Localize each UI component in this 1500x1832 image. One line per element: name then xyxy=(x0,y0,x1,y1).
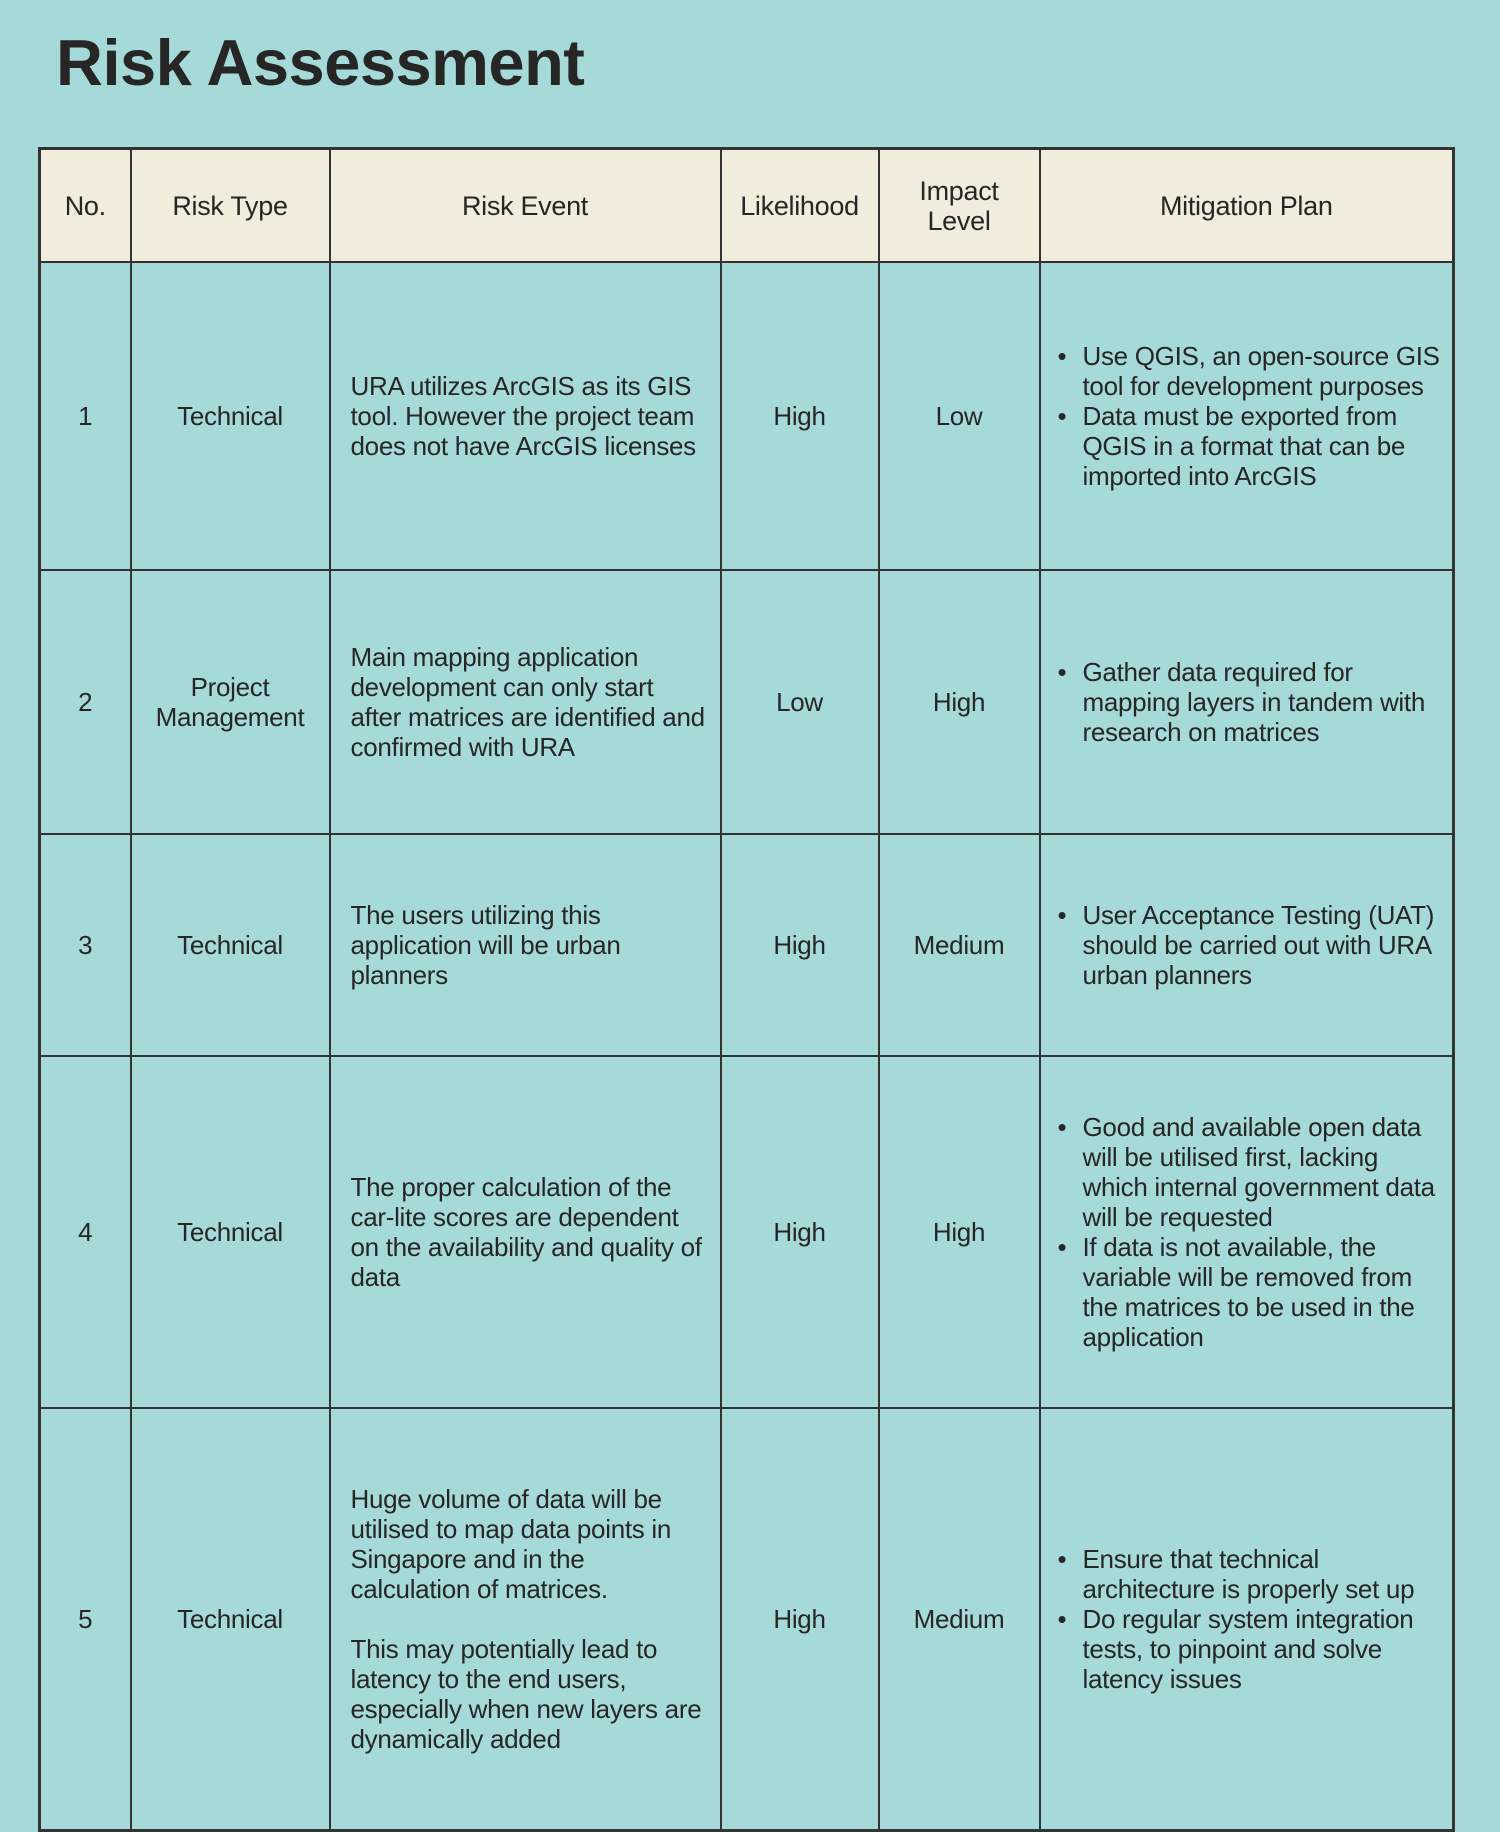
risk-event-cell xyxy=(330,262,721,570)
impact-level-cell: Medium xyxy=(879,834,1040,1056)
likelihood-cell: High xyxy=(721,1408,879,1831)
risk-event-paragraph: The users utilizing this application will be urban planners xyxy=(350,900,621,990)
mitigation-list xyxy=(1041,341,1453,491)
risk-type-cell: Technical xyxy=(131,1056,330,1408)
page-title: Risk Assessment xyxy=(56,26,585,99)
risk-event-cell xyxy=(330,834,721,1056)
risk-assessment-table xyxy=(38,147,1455,1832)
row-number-cell: 2 xyxy=(40,570,131,834)
impact-level-cell: Low xyxy=(879,262,1040,570)
impact-level-cell: Medium xyxy=(879,1408,1040,1831)
risk-type-cell: Technical xyxy=(131,262,330,570)
likelihood-cell: High xyxy=(721,1056,879,1408)
mitigation-list xyxy=(1041,657,1453,747)
risk-event-paragraph: This may potentially lead to latency to the end users, especially when new layers are dynamically added xyxy=(350,1634,702,1754)
mitigation-item: • Gather data required for mapping layers in tandem with research on matrices xyxy=(1049,657,1447,747)
risk-event-paragraph: The proper calculation of the car-lite scores are dependent on the availability and quality of data xyxy=(350,1172,702,1292)
header-likelihood: Likelihood xyxy=(721,149,879,263)
risk-event-paragraph: Huge volume of data will be utilised to map data points in Singapore and in the calculation of matrices. xyxy=(350,1484,672,1604)
row-number-cell: 4 xyxy=(40,1056,131,1408)
mitigation-item: • If data is not available, the variable will be removed from the matrices to be used in the application xyxy=(1049,1232,1447,1352)
likelihood-cell: High xyxy=(721,262,879,570)
mitigation-cell xyxy=(1040,570,1454,834)
table-row xyxy=(40,1056,1454,1408)
likelihood-cell: High xyxy=(721,834,879,1056)
mitigation-list xyxy=(1041,1544,1453,1694)
header-no: No. xyxy=(40,149,131,263)
mitigation-item: • Use QGIS, an open-source GIS tool for development purposes xyxy=(1049,341,1447,401)
risk-type-cell: Project Management xyxy=(131,570,330,834)
likelihood-cell: Low xyxy=(721,570,879,834)
mitigation-item: • User Acceptance Testing (UAT) should be carried out with URA urban planners xyxy=(1049,900,1447,990)
risk-event-cell xyxy=(330,1408,721,1831)
mitigation-cell xyxy=(1040,834,1454,1056)
row-number-cell: 3 xyxy=(40,834,131,1056)
impact-level-cell: High xyxy=(879,1056,1040,1408)
risk-type-cell: Technical xyxy=(131,834,330,1056)
table-row xyxy=(40,834,1454,1056)
header-mitigation-plan: Mitigation Plan xyxy=(1040,149,1454,263)
risk-type-cell: Technical xyxy=(131,1408,330,1831)
table-row xyxy=(40,570,1454,834)
mitigation-cell xyxy=(1040,1056,1454,1408)
mitigation-item: • Do regular system integration tests, to pinpoint and solve latency issues xyxy=(1049,1604,1447,1694)
header-risk-event: Risk Event xyxy=(330,149,721,263)
mitigation-item: • Ensure that technical architecture is properly set up xyxy=(1049,1544,1447,1604)
risk-event-paragraph: Main mapping application development can only start after matrices are identified and confirmed with URA xyxy=(350,642,705,762)
mitigation-list xyxy=(1041,1112,1453,1352)
mitigation-item: • Good and available open data will be utilised first, lacking which internal government data will be requested xyxy=(1049,1112,1447,1232)
row-number-cell: 1 xyxy=(40,262,131,570)
table-row xyxy=(40,1408,1454,1831)
row-number-cell: 5 xyxy=(40,1408,131,1831)
mitigation-list xyxy=(1041,900,1453,990)
mitigation-cell xyxy=(1040,262,1454,570)
risk-event-cell xyxy=(330,1056,721,1408)
risk-event-paragraph: URA utilizes ArcGIS as its GIS tool. However the project team does not have ArcGIS licenses xyxy=(350,371,696,461)
mitigation-item: • Data must be exported from QGIS in a format that can be imported into ArcGIS xyxy=(1049,401,1447,491)
header-impact-level: Impact Level xyxy=(879,149,1040,263)
impact-level-cell: High xyxy=(879,570,1040,834)
header-risk-type: Risk Type xyxy=(131,149,330,263)
risk-event-cell xyxy=(330,570,721,834)
table-header-row xyxy=(40,149,1454,263)
table-row xyxy=(40,262,1454,570)
mitigation-cell xyxy=(1040,1408,1454,1831)
